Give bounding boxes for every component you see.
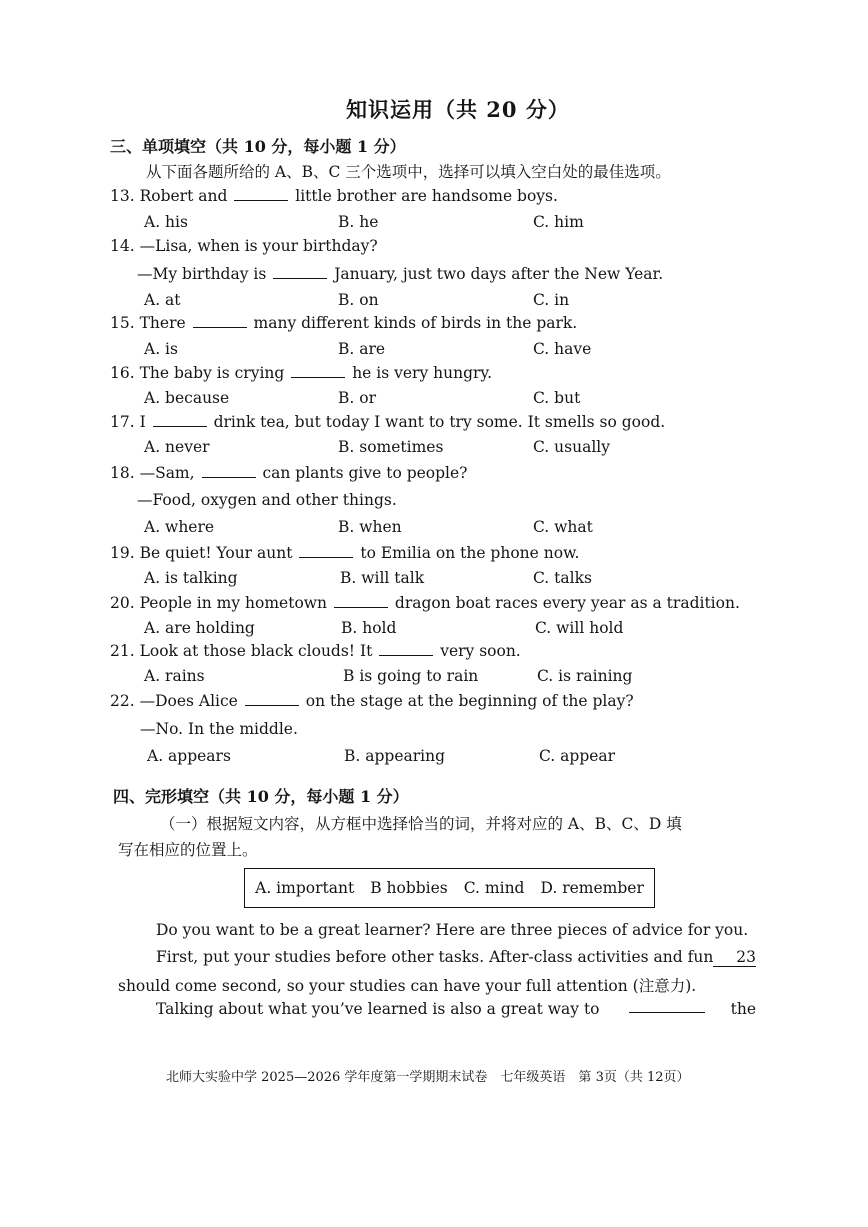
- option-c: C. is raining: [537, 667, 633, 685]
- word-option: D. remember: [540, 879, 644, 897]
- question-18-reply: [137, 491, 397, 509]
- option-a: A. is: [144, 340, 178, 358]
- option-b: B. appearing: [344, 747, 446, 765]
- question-22: [110, 692, 634, 710]
- answer-blank: [299, 545, 353, 558]
- passage-paragraph-2-cont: should come second, so your studies can have your full attention (注意力).: [118, 977, 697, 995]
- answer-blank: [273, 266, 327, 279]
- option-a: A. appears: [147, 747, 231, 765]
- word-option: A. important: [255, 879, 355, 897]
- question-text: 19. Be quiet! Your aunt: [110, 544, 293, 562]
- option-a: A. is talking: [144, 569, 238, 587]
- option-b: B. he: [338, 213, 379, 231]
- option-a: A. never: [144, 438, 210, 456]
- option-b: B. when: [338, 518, 402, 536]
- option-b: B is going to rain: [343, 667, 479, 685]
- question-22-reply: [140, 720, 298, 738]
- answer-blank: [193, 315, 247, 328]
- question-15: [110, 314, 577, 332]
- option-c: C. in: [533, 291, 570, 309]
- option-c: C. appear: [539, 747, 616, 765]
- option-b: B. will talk: [340, 569, 425, 587]
- question-text: dragon boat races every year as a tradition.: [394, 594, 740, 612]
- option-a: A. his: [144, 213, 188, 231]
- answer-blank: [202, 465, 256, 478]
- answer-blank: [153, 414, 207, 427]
- section3-heading: 三、单项填空（共 10 分，每小题 1 分）: [110, 137, 406, 156]
- question-text: 16. The baby is crying: [110, 364, 285, 382]
- answer-blank: [334, 595, 388, 608]
- section4-instruction: （一）根据短文内容，从方框中选择恰当的词，并将对应的 A、B、C、D 填: [160, 815, 682, 833]
- question-20: [110, 594, 740, 612]
- word-option: C. mind: [463, 879, 525, 897]
- passage-paragraph-1: Do you want to be a great learner? Here are three pieces of advice for you.: [156, 921, 749, 939]
- option-a: A. rains: [144, 667, 205, 685]
- option-c: C. talks: [533, 569, 592, 587]
- passage-text: First, put your studies before other tasks. After-class activities and fun: [156, 948, 714, 966]
- question-19: [110, 544, 579, 562]
- question-text: 14. —Lisa, when is your birthday?: [110, 237, 378, 255]
- option-c: C. will hold: [535, 619, 624, 637]
- question-text: 20. People in my hometown: [110, 594, 328, 612]
- question-text: 15. There: [110, 314, 186, 332]
- question-text: many different kinds of birds in the park.: [253, 314, 578, 332]
- word-option: B hobbies: [370, 879, 448, 897]
- question-text: very soon.: [440, 642, 521, 660]
- question-text: 17. I: [110, 413, 146, 431]
- option-b: B. are: [338, 340, 386, 358]
- question-text: he is very hungry.: [352, 364, 493, 382]
- option-a: A. are holding: [144, 619, 255, 637]
- option-c: C. but: [533, 389, 581, 407]
- option-c: C. usually: [533, 438, 610, 456]
- question-text: —Food, oxygen and other things.: [137, 491, 397, 509]
- question-16: [110, 364, 492, 382]
- option-c: C. him: [533, 213, 584, 231]
- question-18: [110, 464, 468, 482]
- option-c: C. have: [533, 340, 592, 358]
- page-title: 知识运用（共 20 分）: [346, 97, 570, 122]
- answer-blank: [291, 365, 345, 378]
- question-17: [110, 413, 665, 431]
- answer-blank: [379, 643, 433, 656]
- passage-text: the: [730, 1000, 756, 1018]
- option-a: A. where: [144, 518, 215, 536]
- page-footer: 北师大实验中学 2025—2026 学年度第一学期期末试卷 七年级英语 第 3页（共 12页）: [166, 1070, 690, 1085]
- option-b: B. hold: [341, 619, 397, 637]
- question-14: [110, 237, 378, 255]
- option-b: B. or: [338, 389, 376, 407]
- question-text: drink tea, but today I want to try some. It smells so good.: [213, 413, 666, 431]
- question-text: can plants give to people?: [262, 464, 468, 482]
- question-text: 21. Look at those black clouds! It: [110, 642, 373, 660]
- word-box: [244, 868, 655, 908]
- passage-paragraph-2: [156, 948, 756, 967]
- question-13: [110, 187, 558, 205]
- question-text: 13. Robert and: [110, 187, 228, 205]
- answer-blank-23: 23: [713, 948, 756, 967]
- question-text: —No. In the middle.: [140, 720, 298, 738]
- question-text: January, just two days after the New Year.: [334, 265, 664, 283]
- question-14-reply: [137, 265, 663, 283]
- option-b: B. sometimes: [338, 438, 444, 456]
- section3-instruction: 从下面各题所给的 A、B、C 三个选项中，选择可以填入空白处的最佳选项。: [146, 163, 671, 181]
- question-text: to Emilia on the phone now.: [360, 544, 580, 562]
- question-text: —My birthday is: [137, 265, 267, 283]
- answer-blank: [234, 188, 288, 201]
- question-text: 18. —Sam,: [110, 464, 195, 482]
- answer-blank: [245, 693, 299, 706]
- option-c: C. what: [533, 518, 593, 536]
- option-b: B. on: [338, 291, 379, 309]
- question-text: little brother are handsome boys.: [295, 187, 558, 205]
- section4-heading: 四、完形填空（共 10 分，每小题 1 分）: [113, 787, 409, 806]
- answer-blank-24: [629, 1000, 705, 1013]
- option-a: A. because: [144, 389, 230, 407]
- section4-instruction-cont: 写在相应的位置上。: [118, 841, 258, 859]
- question-21: [110, 642, 521, 660]
- passage-paragraph-3: [156, 1000, 756, 1018]
- passage-text: Talking about what you’ve learned is also a great way to: [156, 1000, 600, 1018]
- question-text: on the stage at the beginning of the play?: [305, 692, 634, 710]
- question-text: 22. —Does Alice: [110, 692, 238, 710]
- option-a: A. at: [144, 291, 181, 309]
